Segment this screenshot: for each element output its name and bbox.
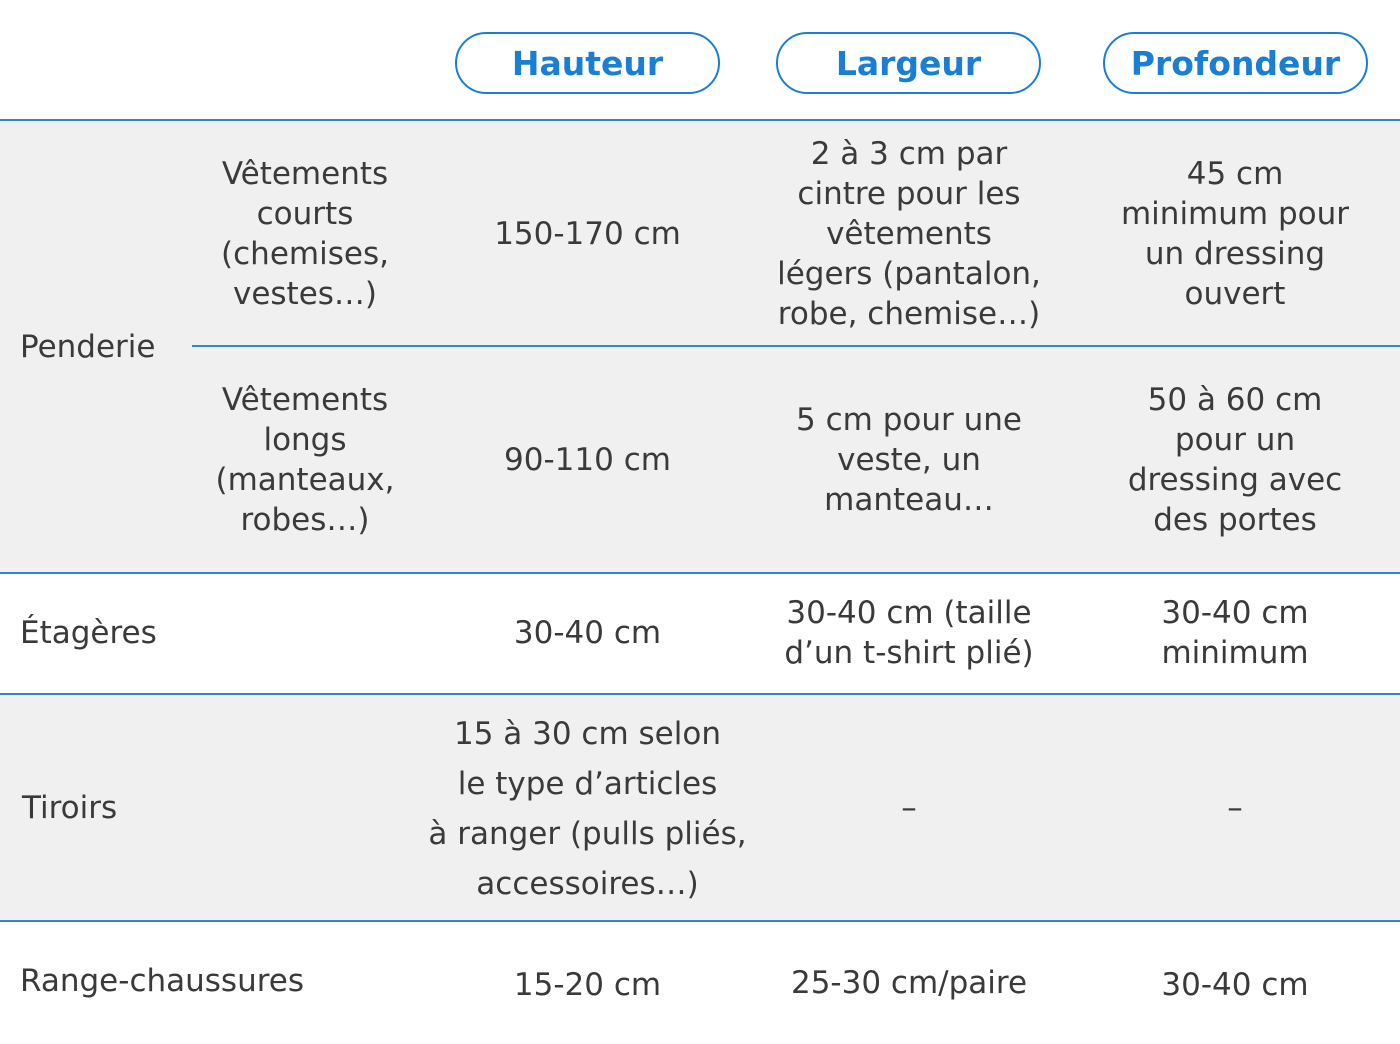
etageres-hauteur: 30-40 cm — [513, 615, 662, 651]
divider-penderie-sub — [192, 345, 1400, 347]
tiroirs-profondeur: – — [1227, 790, 1243, 826]
row-label-chaussures: Range-chaussures — [20, 963, 305, 999]
header-profondeur: Profondeur — [1103, 32, 1368, 94]
penderie-longs-hauteur: 90-110 cm — [504, 442, 671, 478]
tiroirs-hauteur: 15 à 30 cm selon le type d’articles à ranger (pulls pliés, accessoires…) — [428, 716, 747, 902]
divider-top — [0, 119, 1400, 121]
chaussures-profondeur: 30-40 cm — [1161, 967, 1309, 1003]
row-label-etageres: Étagères — [20, 615, 157, 651]
penderie-courts-hauteur: 150-170 cm — [494, 216, 681, 252]
penderie-longs-largeur: 5 cm pour une veste, un manteau… — [796, 402, 1022, 518]
penderie-longs-profondeur: 50 à 60 cm pour un dressing avec des portes — [1127, 382, 1343, 538]
penderie-longs-label: Vêtements longs (manteaux, robes…) — [215, 382, 395, 538]
chaussures-largeur: 25-30 cm/paire — [790, 965, 1028, 1001]
penderie-courts-profondeur: 45 cm minimum pour un dressing ouvert — [1120, 156, 1349, 312]
header-largeur: Largeur — [776, 32, 1041, 94]
row-label-penderie: Penderie — [20, 329, 156, 365]
tiroirs-largeur: – — [901, 790, 917, 826]
row-label-tiroirs: Tiroirs — [22, 790, 118, 826]
header-hauteur: Hauteur — [455, 32, 720, 94]
penderie-courts-largeur: 2 à 3 cm par cintre pour les vêtements légers (pantalon, robe, chemise…) — [777, 136, 1041, 332]
etageres-largeur: 30-40 cm (taille d’un t-shirt plié) — [784, 595, 1034, 671]
etageres-profondeur: 30-40 cm minimum — [1161, 595, 1309, 671]
penderie-courts-label: Vêtements courts (chemises, vestes…) — [221, 156, 389, 312]
chaussures-hauteur: 15-20 cm — [513, 967, 662, 1003]
